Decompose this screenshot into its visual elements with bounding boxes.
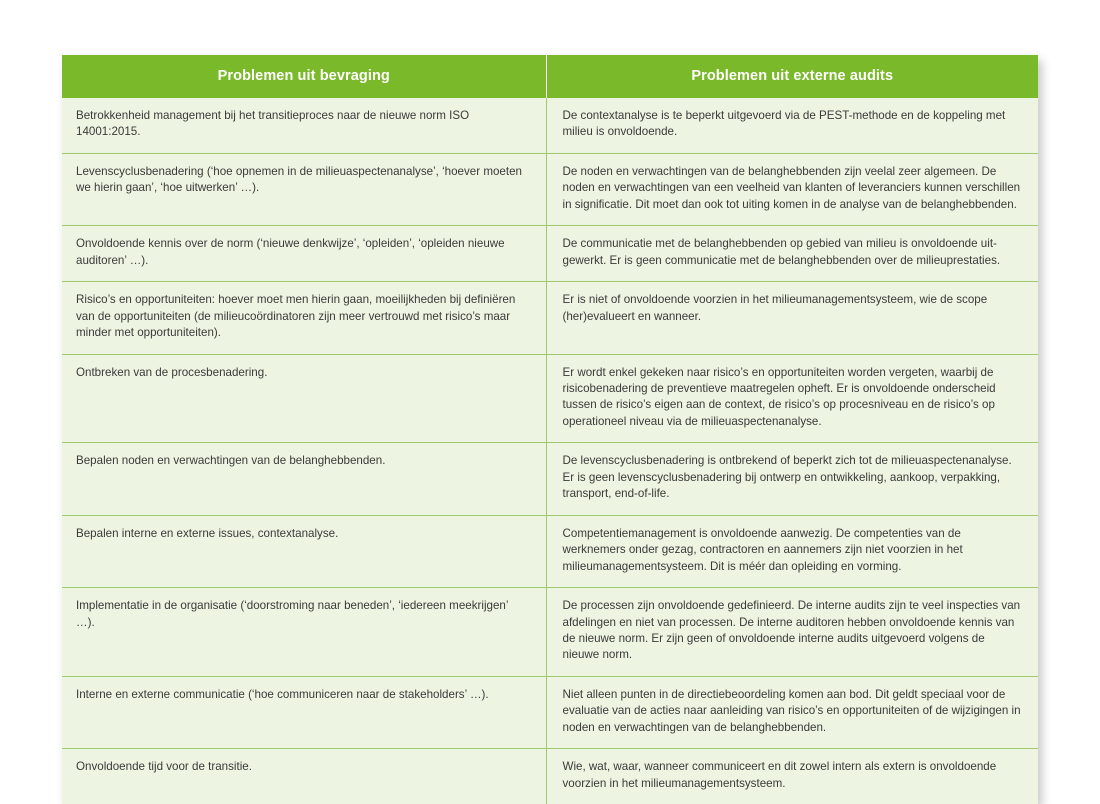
column-header-bevraging: Problemen uit bevraging (62, 55, 546, 98)
cell-bevraging: Interne en externe communicatie (‘hoe communiceren naar de stakeholders’ …). (62, 676, 546, 748)
column-header-externe-audits: Problemen uit externe audits (546, 55, 1038, 98)
cell-bevraging: Levenscyclusbenadering (‘hoe opnemen in de milieuaspectenanalyse’, ‘hoever moeten we hierin gaan’, ‘hoe uitwerken’ …). (62, 153, 546, 225)
table-row (62, 588, 1038, 677)
table-row (62, 443, 1038, 515)
table-row (62, 98, 1038, 153)
cell-bevraging: Ontbreken van de procesbenadering. (62, 354, 546, 443)
problems-table-container (62, 55, 1038, 804)
table-row (62, 354, 1038, 443)
table-header (62, 55, 1038, 98)
table-header-row (62, 55, 1038, 98)
table-row (62, 282, 1038, 354)
table-row (62, 226, 1038, 282)
problems-table (62, 55, 1038, 804)
table-row (62, 153, 1038, 225)
cell-audit: Niet alleen punten in de directiebeoordeling komen aan bod. Dit geldt speciaal voor de evaluatie van de acties naar aanleiding van risico’s en opportuniteiten of de wijzigingen in noden en verwachtingen van de belanghebbenden. (546, 676, 1038, 748)
table-row (62, 749, 1038, 804)
cell-bevraging: Betrokkenheid management bij het transitieproces naar de nieuwe norm ISO 14001:2015. (62, 98, 546, 153)
cell-bevraging: Risico’s en opportuniteiten: hoever moet men hierin gaan, moeilijkheden bij definiëren van de opportuniteiten (de milieucoördinatoren zijn meer vertrouwd met risico’s maar minder met opportuniteiten). (62, 282, 546, 354)
cell-audit: De processen zijn onvoldoende gedefinieerd. De interne audits zijn te veel inspecties van afdelingen en niet van processen. De interne auditoren hebben onvoldoende kennis van de nieuwe norm. Er zijn geen of onvoldoende interne audits uitgevoerd volgens de nieuwe norm. (546, 588, 1038, 677)
cell-bevraging: Implementatie in de organisatie (‘doorstroming naar beneden’, ‘iedereen meekrijgen’ …). (62, 588, 546, 677)
cell-audit: De levenscyclusbenadering is ontbrekend of beperkt zich tot de milieuaspectenanalyse. Er is geen levenscyclusbenadering bij ontwerp en ontwikkeling, aankoop, verpakking, transport, end-of-life. (546, 443, 1038, 515)
cell-audit: Er is niet of onvoldoende voorzien in het milieumanagementsysteem, wie de scope (her)evalueert en wanneer. (546, 282, 1038, 354)
cell-audit: Wie, wat, waar, wanneer communiceert en dit zowel intern als extern is onvoldoende voorzien in het milieumanagementsysteem. (546, 749, 1038, 804)
table-row (62, 515, 1038, 587)
cell-bevraging: Onvoldoende kennis over de norm (‘nieuwe denkwijze’, ‘opleiden’, ‘opleiden nieuwe auditoren’ …). (62, 226, 546, 282)
cell-audit: Er wordt enkel gekeken naar risico’s en opportuniteiten worden vergeten, waarbij de risicobenadering de preventieve maatregelen opheft. Er is onvoldoende onderscheid tussen de risico’s eigen aan de context, de risico’s op procesniveau en de risico’s op operationeel niveau via de milieuaspectenanalyse. (546, 354, 1038, 443)
cell-audit: De communicatie met de belanghebbenden op gebied van milieu is onvoldoende uit-gewerkt. Er is geen communicatie met de belanghebbenden over de milieuprestaties. (546, 226, 1038, 282)
cell-bevraging: Bepalen interne en externe issues, contextanalyse. (62, 515, 546, 587)
cell-bevraging: Bepalen noden en verwachtingen van de belanghebbenden. (62, 443, 546, 515)
cell-audit: Competentiemanagement is onvoldoende aanwezig. De competenties van de werknemers onder gezag, contractoren en aannemers zijn niet voorzien in het milieumanagementsysteem. Dit is méér dan opleiding en vorming. (546, 515, 1038, 587)
table-body (62, 98, 1038, 804)
cell-bevraging: Onvoldoende tijd voor de transitie. (62, 749, 546, 804)
cell-audit: De contextanalyse is te beperkt uitgevoerd via de PEST-methode en de koppeling met milieu is onvoldoende. (546, 98, 1038, 153)
table-row (62, 676, 1038, 748)
cell-audit: De noden en verwachtingen van de belanghebbenden zijn veelal zeer algemeen. De noden en verwachtingen van een veelheid van klanten of leveranciers kunnen verschillen in significatie. Dit moet dan ook tot uiting komen in de analyse van de belanghebbenden. (546, 153, 1038, 225)
